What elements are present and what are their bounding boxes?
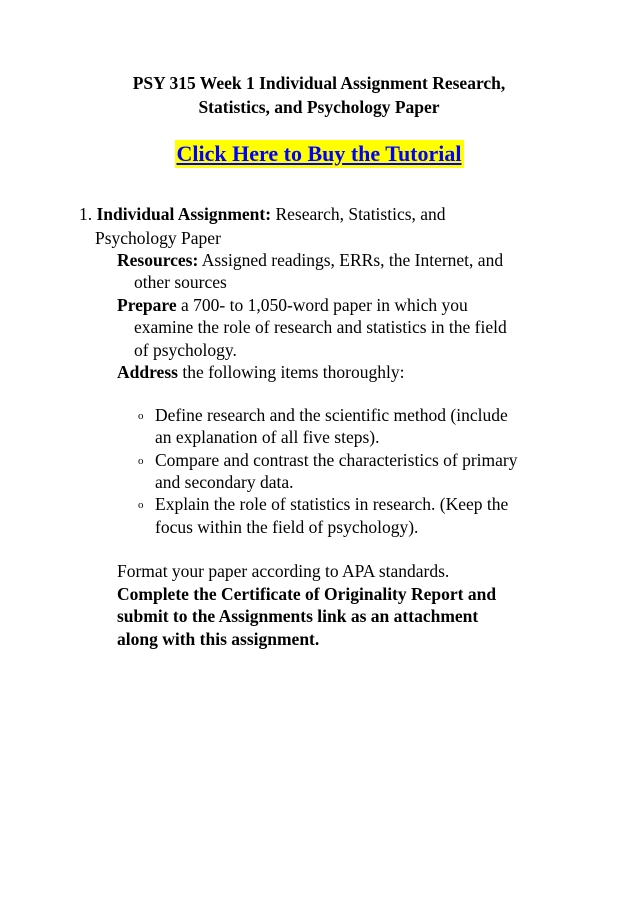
complete-instructions-line-3: along with this assignment. xyxy=(117,629,320,649)
prepare-line xyxy=(117,294,468,316)
format-instructions: Format your paper according to APA standards. xyxy=(117,561,450,581)
complete-instructions-line-2: submit to the Assignments link as an attachment xyxy=(117,606,479,626)
bullet-1-line-2: an explanation of all five steps). xyxy=(155,427,380,447)
assignment-heading-label: Individual Assignment: xyxy=(96,204,272,224)
buy-link-container xyxy=(0,140,638,168)
item-number: 1. xyxy=(79,204,93,224)
bullet-3-line-2: focus within the field of psychology). xyxy=(155,517,419,537)
address-text: the following items thoroughly: xyxy=(177,362,405,382)
prepare-text: a 700- to 1,050-word paper in which you xyxy=(176,295,468,315)
complete-instructions-line-1: Complete the Certificate of Originality Report and xyxy=(117,584,497,604)
bullet-3-line-1: Explain the role of statistics in research. (Keep the xyxy=(155,494,509,514)
bullet-marker-3: o xyxy=(138,499,144,511)
prepare-line-3: of psychology. xyxy=(134,340,237,360)
resources-line-2: other sources xyxy=(134,272,227,292)
address-line xyxy=(117,361,404,383)
resources-text: Assigned readings, ERRs, the Internet, and xyxy=(198,250,504,270)
document-title-line-1: PSY 315 Week 1 Individual Assignment Research, xyxy=(132,73,506,93)
buy-tutorial-link[interactable]: Click Here to Buy the Tutorial xyxy=(176,141,462,166)
resources-line xyxy=(117,249,503,271)
bullet-1-line-1: Define research and the scientific method (include xyxy=(155,405,508,425)
assignment-heading-text: Research, Statistics, and xyxy=(271,204,446,224)
resources-label: Resources: xyxy=(117,250,199,270)
prepare-line-2: examine the role of research and statistics in the field xyxy=(134,317,507,337)
bullet-marker-2: o xyxy=(138,455,144,467)
prepare-label: Prepare xyxy=(117,295,177,315)
assignment-heading xyxy=(79,203,446,225)
address-label: Address xyxy=(117,362,178,382)
document-title-line-2: Statistics, and Psychology Paper xyxy=(198,97,440,117)
bullet-2-line-2: and secondary data. xyxy=(155,472,294,492)
assignment-heading-line-2: Psychology Paper xyxy=(95,228,221,248)
bullet-2-line-1: Compare and contrast the characteristics of primary xyxy=(155,450,518,470)
bullet-marker-1: o xyxy=(138,410,144,422)
